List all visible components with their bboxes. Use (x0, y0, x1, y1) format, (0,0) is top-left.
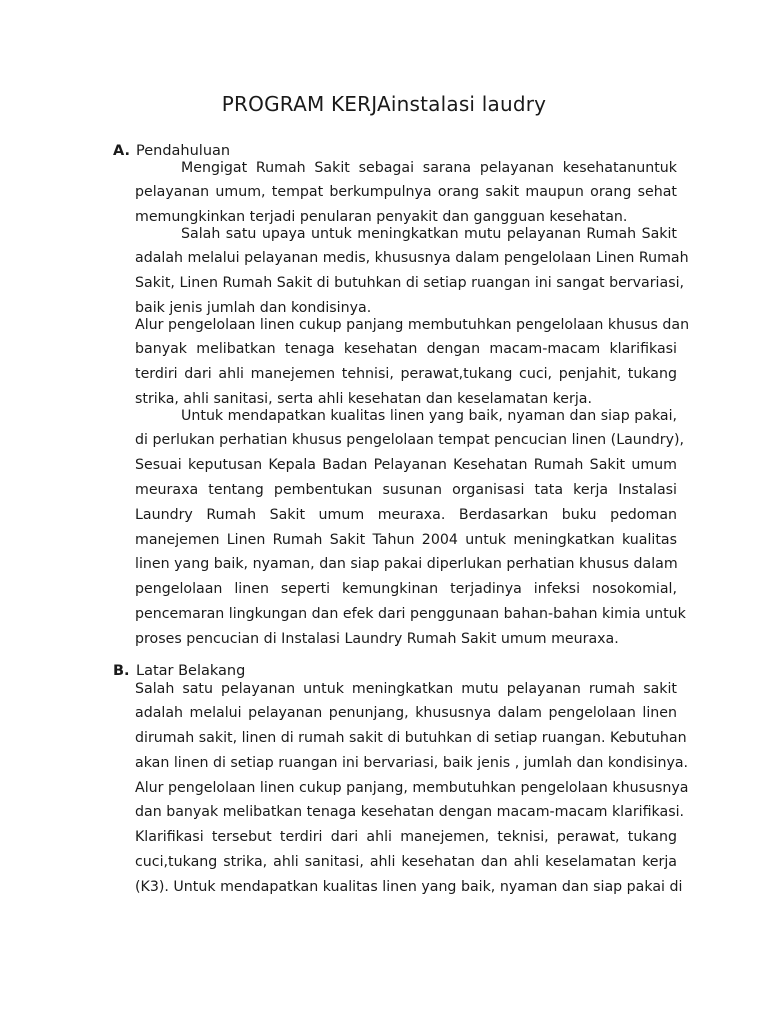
paragraph-line: Salah satu upaya untuk meningkatkan mutu pelayanan Rumah Sakit (181, 226, 677, 242)
paragraph-line: pengelolaan linen seperti kemungkinan terjadinya infeksi nosokomial, (135, 581, 677, 597)
paragraph-line: memungkinkan terjadi penularan penyakit dan gangguan kesehatan. (135, 209, 628, 225)
paragraph-line: Untuk mendapatkan kualitas linen yang baik, nyaman dan siap pakai, (181, 408, 678, 424)
paragraph-line: pelayanan umum, tempat berkumpulnya orang sakit maupun orang sehat (135, 184, 677, 200)
paragraph-line: Salah satu pelayanan untuk meningkatkan mutu pelayanan rumah sakit (135, 681, 677, 697)
paragraph-line: adalah melalui pelayanan medis, khususnya dalam pengelolaan Linen Rumah (135, 250, 689, 266)
paragraph-line: banyak melibatkan tenaga kesehatan dengan macam-macam klarifikasi (135, 341, 677, 357)
paragraph-line: di perlukan perhatian khusus pengelolaan tempat pencucian linen (Laundry), (135, 432, 685, 448)
section-title: Pendahuluan (136, 143, 231, 159)
paragraph-line: Mengigat Rumah Sakit sebagai sarana pelayanan kesehatanuntuk (181, 160, 677, 176)
document-title: PROGRAM KERJAinstalasi laudry (221, 92, 547, 116)
paragraph-line: cuci,tukang strika, ahli sanitasi, ahli kesehatan dan ahli keselamatan kerja (135, 854, 677, 870)
paragraph-line: Klarifikasi tersebut terdiri dari ahli manejemen, teknisi, perawat, tukang (135, 829, 677, 845)
paragraph-line: Sesuai keputusan Kepala Badan Pelayanan Kesehatan Rumah Sakit umum (135, 457, 677, 473)
paragraph-line: manejemen Linen Rumah Sakit Tahun 2004 untuk meningkatkan kualitas (135, 532, 677, 548)
paragraph-line: Alur pengelolaan linen cukup panjang, membutuhkan pengelolaan khususnya (135, 780, 689, 796)
paragraph-line: (K3). Untuk mendapatkan kualitas linen yang baik, nyaman dan siap pakai di (135, 879, 683, 895)
section-heading-pendahuluan (113, 142, 230, 160)
paragraph-line: dan banyak melibatkan tenaga kesehatan dengan macam-macam klarifikasi. (135, 804, 685, 820)
paragraph-line: Laundry Rumah Sakit umum meuraxa. Berdasarkan buku pedoman (135, 507, 677, 523)
paragraph-line: linen yang baik, nyaman, dan siap pakai diperlukan perhatian khusus dalam (135, 556, 678, 572)
paragraph-line: Alur pengelolaan linen cukup panjang membutuhkan pengelolaan khusus dan (135, 317, 690, 333)
paragraph-line: meuraxa tentang pembentukan susunan organisasi tata kerja Instalasi (135, 482, 677, 498)
paragraph-line: akan linen di setiap ruangan ini bervariasi, baik jenis , jumlah dan kondisinya. (135, 755, 689, 771)
section-title: Latar Belakang (136, 663, 246, 679)
paragraph-line: dirumah sakit, linen di rumah sakit di butuhkan di setiap ruangan. Kebutuhan (135, 730, 687, 746)
section-heading-latar-belakang (113, 662, 245, 680)
paragraph-line: terdiri dari ahli manejemen tehnisi, perawat,tukang cuci, penjahit, tukang (135, 366, 677, 382)
paragraph-line: proses pencucian di Instalasi Laundry Rumah Sakit umum meuraxa. (135, 631, 619, 647)
paragraph-line: Sakit, Linen Rumah Sakit di butuhkan di setiap ruangan ini sangat bervariasi, (135, 275, 685, 291)
section-number: A. (113, 143, 130, 159)
paragraph-line: pencemaran lingkungan dan efek dari penggunaan bahan-bahan kimia untuk (135, 606, 686, 622)
paragraph-line: baik jenis jumlah dan kondisinya. (135, 300, 372, 316)
paragraph-line: adalah melalui pelayanan penunjang, khususnya dalam pengelolaan linen (135, 705, 677, 721)
paragraph-line: strika, ahli sanitasi, serta ahli kesehatan dan keselamatan kerja. (135, 391, 593, 407)
section-number: B. (113, 663, 130, 679)
